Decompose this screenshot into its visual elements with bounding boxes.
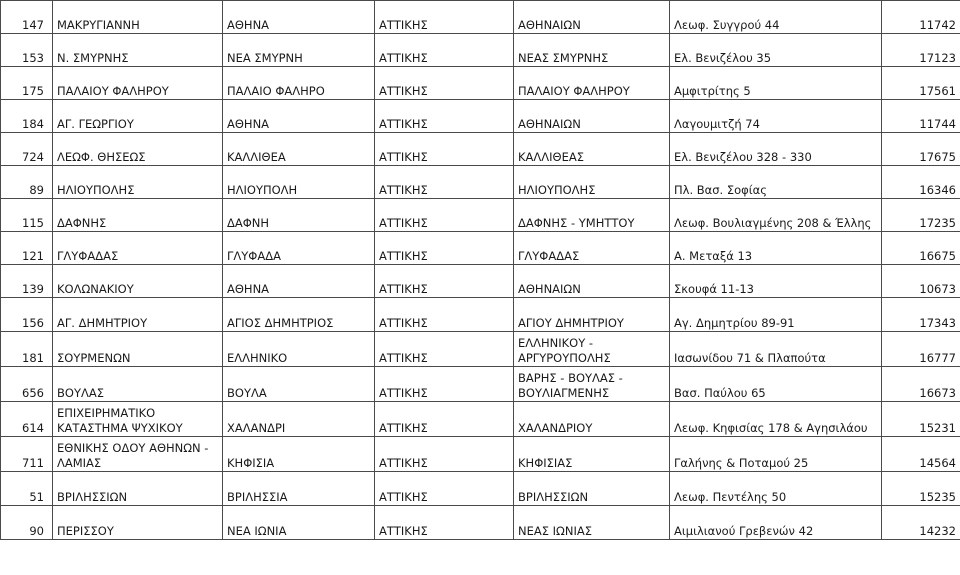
address-cell: Λεωφ. Κηφισίας 178 & Αγησιλάου <box>670 402 882 437</box>
region-cell: ΑΤΤΙΚΗΣ <box>375 298 514 332</box>
postal-code-cell: 17123 <box>882 34 960 67</box>
region-cell: ΑΤΤΙΚΗΣ <box>375 232 514 265</box>
city-cell: ΒΟΥΛΑ <box>223 367 375 402</box>
municipality-cell: ΕΛΛΗΝΙΚΟΥ - ΑΡΓΥΡΟΥΠΟΛΗΣ <box>514 332 670 367</box>
table-row <box>1 402 960 437</box>
city-cell: ΧΑΛΑΝΔΡΙ <box>223 402 375 437</box>
branch-code-cell: 121 <box>1 232 53 265</box>
region-cell: ΑΤΤΙΚΗΣ <box>375 166 514 199</box>
branch-code-cell: 153 <box>1 34 53 67</box>
table-row <box>1 472 960 506</box>
branch-name-cell: ΒΟΥΛΑΣ <box>53 367 223 402</box>
municipality-cell: ΗΛΙΟΥΠΟΛΗΣ <box>514 166 670 199</box>
table-row <box>1 298 960 332</box>
branch-code-cell: 115 <box>1 199 53 232</box>
postal-code-cell: 10673 <box>882 265 960 298</box>
municipality-cell: ΑΘΗΝΑΙΩΝ <box>514 1 670 34</box>
postal-code-cell: 17235 <box>882 199 960 232</box>
branch-code-cell: 139 <box>1 265 53 298</box>
postal-code-cell: 11742 <box>882 1 960 34</box>
address-cell: Γαλήνης & Ποταμού 25 <box>670 437 882 472</box>
address-cell: Ελ. Βενιζέλου 35 <box>670 34 882 67</box>
postal-code-cell: 14564 <box>882 437 960 472</box>
city-cell: ΑΓΙΟΣ ΔΗΜΗΤΡΙΟΣ <box>223 298 375 332</box>
region-cell: ΑΤΤΙΚΗΣ <box>375 1 514 34</box>
branch-code-cell: 147 <box>1 1 53 34</box>
table-row <box>1 265 960 298</box>
address-cell: Α. Μεταξά 13 <box>670 232 882 265</box>
municipality-cell: ΝΕΑΣ ΣΜΥΡΝΗΣ <box>514 34 670 67</box>
postal-code-cell: 15235 <box>882 472 960 506</box>
table-row <box>1 437 960 472</box>
city-cell: ΠΑΛΑΙΟ ΦΑΛΗΡΟ <box>223 67 375 100</box>
address-cell: Αιμιλιανού Γρεβενών 42 <box>670 506 882 540</box>
branch-name-cell: ΑΓ. ΔΗΜΗΤΡΙΟΥ <box>53 298 223 332</box>
municipality-cell: ΧΑΛΑΝΔΡΙΟΥ <box>514 402 670 437</box>
branch-code-cell: 156 <box>1 298 53 332</box>
address-cell: Πλ. Βασ. Σοφίας <box>670 166 882 199</box>
city-cell: ΓΛΥΦΑΔΑ <box>223 232 375 265</box>
city-cell: ΚΗΦΙΣΙΑ <box>223 437 375 472</box>
region-cell: ΑΤΤΙΚΗΣ <box>375 472 514 506</box>
city-cell: ΝΕΑ ΙΩΝΙΑ <box>223 506 375 540</box>
region-cell: ΑΤΤΙΚΗΣ <box>375 100 514 133</box>
address-cell: Λαγουμιτζή 74 <box>670 100 882 133</box>
city-cell: ΑΘΗΝΑ <box>223 265 375 298</box>
table-row <box>1 199 960 232</box>
municipality-cell: ΔΑΦΝΗΣ - ΥΜΗΤΤΟΥ <box>514 199 670 232</box>
branch-code-cell: 184 <box>1 100 53 133</box>
branch-name-cell: ΠΑΛΑΙΟΥ ΦΑΛΗΡΟΥ <box>53 67 223 100</box>
postal-code-cell: 16346 <box>882 166 960 199</box>
table-row <box>1 1 960 34</box>
postal-code-cell: 17343 <box>882 298 960 332</box>
table-row <box>1 34 960 67</box>
municipality-cell: ΠΑΛΑΙΟΥ ΦΑΛΗΡΟΥ <box>514 67 670 100</box>
municipality-cell: ΒΑΡΗΣ - ΒΟΥΛΑΣ - ΒΟΥΛΙΑΓΜΕΝΗΣ <box>514 367 670 402</box>
region-cell: ΑΤΤΙΚΗΣ <box>375 402 514 437</box>
municipality-cell: ΒΡΙΛΗΣΣΙΩΝ <box>514 472 670 506</box>
branch-name-cell: ΣΟΥΡΜΕΝΩΝ <box>53 332 223 367</box>
branch-code-cell: 90 <box>1 506 53 540</box>
postal-code-cell: 15231 <box>882 402 960 437</box>
address-cell: Αμφιτρίτης 5 <box>670 67 882 100</box>
postal-code-cell: 14232 <box>882 506 960 540</box>
branch-name-cell: ΜΑΚΡΥΓΙΑΝΝΗ <box>53 1 223 34</box>
address-cell: Σκουφά 11-13 <box>670 265 882 298</box>
address-cell: Αγ. Δημητρίου 89-91 <box>670 298 882 332</box>
branch-name-cell: ΕΠΙΧΕΙΡΗΜΑΤΙΚΟ ΚΑΤΑΣΤΗΜΑ ΨΥΧΙΚΟΥ <box>53 402 223 437</box>
table-row <box>1 133 960 166</box>
postal-code-cell: 16673 <box>882 367 960 402</box>
municipality-cell: ΚΑΛΛΙΘΕΑΣ <box>514 133 670 166</box>
postal-code-cell: 11744 <box>882 100 960 133</box>
address-cell: Βασ. Παύλου 65 <box>670 367 882 402</box>
table-row <box>1 332 960 367</box>
branch-name-cell: ΑΓ. ΓΕΩΡΓΙΟΥ <box>53 100 223 133</box>
branch-name-cell: ΕΘΝΙΚΗΣ ΟΔΟΥ ΑΘΗΝΩΝ - ΛΑΜΙΑΣ <box>53 437 223 472</box>
city-cell: ΗΛΙΟΥΠΟΛΗ <box>223 166 375 199</box>
postal-code-cell: 17561 <box>882 67 960 100</box>
table-row <box>1 506 960 540</box>
table-row <box>1 166 960 199</box>
branch-name-cell: ΔΑΦΝΗΣ <box>53 199 223 232</box>
branch-code-cell: 711 <box>1 437 53 472</box>
city-cell: ΝΕΑ ΣΜΥΡΝΗ <box>223 34 375 67</box>
region-cell: ΑΤΤΙΚΗΣ <box>375 67 514 100</box>
region-cell: ΑΤΤΙΚΗΣ <box>375 265 514 298</box>
municipality-cell: ΓΛΥΦΑΔΑΣ <box>514 232 670 265</box>
region-cell: ΑΤΤΙΚΗΣ <box>375 34 514 67</box>
table-row <box>1 100 960 133</box>
branch-code-cell: 614 <box>1 402 53 437</box>
postal-code-cell: 16777 <box>882 332 960 367</box>
city-cell: ΕΛΛΗΝΙΚΟ <box>223 332 375 367</box>
postal-code-cell: 17675 <box>882 133 960 166</box>
branch-code-cell: 656 <box>1 367 53 402</box>
address-cell: Λεωφ. Συγγρού 44 <box>670 1 882 34</box>
city-cell: ΑΘΗΝΑ <box>223 1 375 34</box>
address-cell: Ελ. Βενιζέλου 328 - 330 <box>670 133 882 166</box>
branch-name-cell: ΚΟΛΩΝΑΚΙΟΥ <box>53 265 223 298</box>
region-cell: ΑΤΤΙΚΗΣ <box>375 437 514 472</box>
table-row <box>1 67 960 100</box>
city-cell: ΑΘΗΝΑ <box>223 100 375 133</box>
postal-code-cell: 16675 <box>882 232 960 265</box>
table-body <box>1 1 960 540</box>
branch-code-cell: 89 <box>1 166 53 199</box>
address-cell: Λεωφ. Πεντέλης 50 <box>670 472 882 506</box>
municipality-cell: ΚΗΦΙΣΙΑΣ <box>514 437 670 472</box>
city-cell: ΒΡΙΛΗΣΣΙΑ <box>223 472 375 506</box>
region-cell: ΑΤΤΙΚΗΣ <box>375 199 514 232</box>
city-cell: ΚΑΛΛΙΘΕΑ <box>223 133 375 166</box>
branch-name-cell: ΗΛΙΟΥΠΟΛΗΣ <box>53 166 223 199</box>
branch-name-cell: ΓΛΥΦΑΔΑΣ <box>53 232 223 265</box>
address-cell: Ιασωνίδου 71 & Πλαπούτα <box>670 332 882 367</box>
branch-code-cell: 51 <box>1 472 53 506</box>
region-cell: ΑΤΤΙΚΗΣ <box>375 332 514 367</box>
branch-code-cell: 181 <box>1 332 53 367</box>
table-row <box>1 232 960 265</box>
region-cell: ΑΤΤΙΚΗΣ <box>375 133 514 166</box>
branch-name-cell: ΛΕΩΦ. ΘΗΣΕΩΣ <box>53 133 223 166</box>
branch-code-cell: 175 <box>1 67 53 100</box>
branch-name-cell: ΠΕΡΙΣΣΟΥ <box>53 506 223 540</box>
municipality-cell: ΝΕΑΣ ΙΩΝΙΑΣ <box>514 506 670 540</box>
city-cell: ΔΑΦΝΗ <box>223 199 375 232</box>
branch-name-cell: Ν. ΣΜΥΡΝΗΣ <box>53 34 223 67</box>
branch-name-cell: ΒΡΙΛΗΣΣΙΩΝ <box>53 472 223 506</box>
municipality-cell: ΑΓΙΟΥ ΔΗΜΗΤΡΙΟΥ <box>514 298 670 332</box>
region-cell: ΑΤΤΙΚΗΣ <box>375 367 514 402</box>
branch-code-cell: 724 <box>1 133 53 166</box>
municipality-cell: ΑΘΗΝΑΙΩΝ <box>514 100 670 133</box>
region-cell: ΑΤΤΙΚΗΣ <box>375 506 514 540</box>
address-cell: Λεωφ. Βουλιαγμένης 208 & Έλλης <box>670 199 882 232</box>
municipality-cell: ΑΘΗΝΑΙΩΝ <box>514 265 670 298</box>
table-row <box>1 367 960 402</box>
